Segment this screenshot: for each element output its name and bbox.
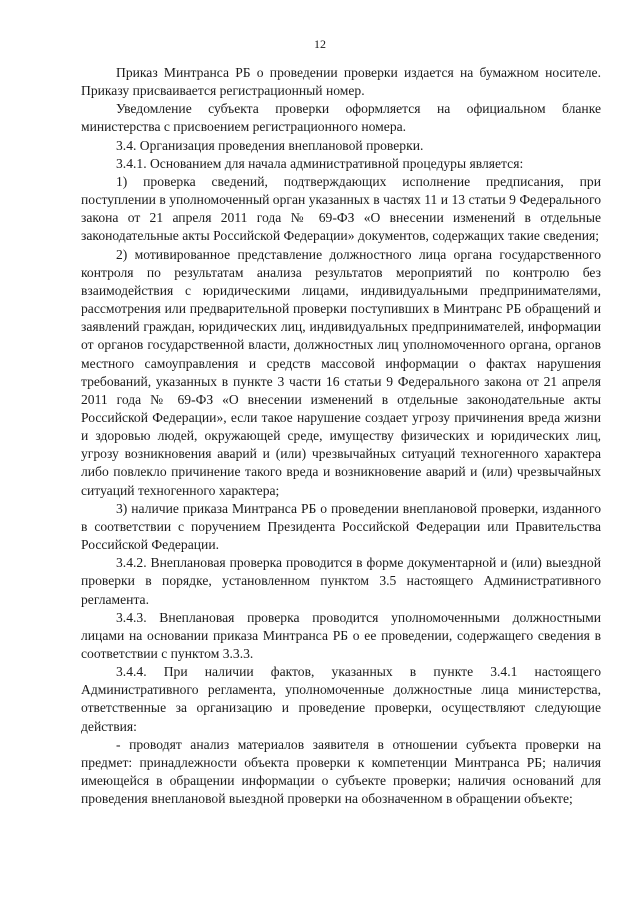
page-number: 12 xyxy=(314,37,326,51)
paragraph-3-4-3: 3.4.3. Внеплановая проверка проводится уполномоченными должностными лицами на основании приказа Минтранса РБ о ее проведении, содержащего сведения в соответствии с пунктом 3.3.3. xyxy=(81,609,601,661)
paragraph-3-4-1: 3.4.1. Основанием для начала административной процедуры является: xyxy=(116,155,524,171)
list-item-2: 2) мотивированное представление должностного лица органа государственного контроля по результатам анализа результатов мероприятий по контролю без взаимодействия с юридическими лицами, индивидуальными предпринимателями, рассмотрения или предварительной проверки поступивших в Минтранс РБ обращений и заявлений граждан, юридических лиц, индивидуальных предпринимателей, информации от органов государственной власти, должностных лиц уполномоченного органа, органов местного самоуправления и средств массовой информации о фактах нарушения требований, указанных в пункте 3 части 16 статьи 9 Федерального закона от 21 апреля 2011 года № 69-ФЗ «О внесении изменений в отдельные законодательные акты Российской Федерации», если такое нарушение создает угрозу причинения вреда жизни и здоровью людей, окружающей среде, имуществу физических и юридических лиц, угрозу возникновения аварий и (или) чрезвычайных ситуаций техногенного характера либо повлекло причинение такого вреда и возникновение аварий и (или) чрезвычайных ситуаций техногенного характера; xyxy=(81,246,601,498)
paragraph-order-issuance: Приказ Минтранса РБ о проведении проверки издается на бумажном носителе. Приказу присваивается регистрационный номер. xyxy=(81,65,601,99)
paragraph-3-4-4: 3.4.4. При наличии фактов, указанных в пункте 3.4.1 настоящего Административного регламента, уполномоченные должностные лица министерства, ответственные за организацию и проведение проверки, осуществляют следующие действия: xyxy=(81,664,601,734)
document-body xyxy=(81,64,601,808)
paragraph-3-4-2: 3.4.2. Внеплановая проверка проводится в форме документарной и (или) выездной проверки в порядке, установленном пунктом 3.5 настоящего Административного регламента. xyxy=(81,555,601,607)
section-heading-3-4: 3.4. Организация проведения внеплановой проверки. xyxy=(116,137,424,153)
paragraph-notification: Уведомление субъекта проверки оформляется на официальном бланке министерства с присвоением регистрационного номера. xyxy=(81,101,601,135)
list-item-1: 1) проверка сведений, подтверждающих исполнение предписания, при поступлении в уполномоченный орган указанных в частях 11 и 13 статьи 9 Федерального закона от 21 апреля 2011 года № 69-ФЗ «О внесении изменений в отдельные законодательные акты Российской Федерации» документов, содержащих такие сведения; xyxy=(81,173,601,244)
list-item-3: 3) наличие приказа Минтранса РБ о проведении внеплановой проверки, изданного в соответствии с поручением Президента Российской Федерации или Правительства Российской Федерации. xyxy=(81,500,601,553)
list-item-analysis: - проводят анализ материалов заявителя в отношении субъекта проверки на предмет: принадлежности объекта проверки к компетенции Минтранса РБ; наличия имеющейся в обращении информации о субъекте проверки; наличия оснований для проведения внеплановой выездной проверки на обозначенном в обращении объекте; xyxy=(81,736,601,807)
